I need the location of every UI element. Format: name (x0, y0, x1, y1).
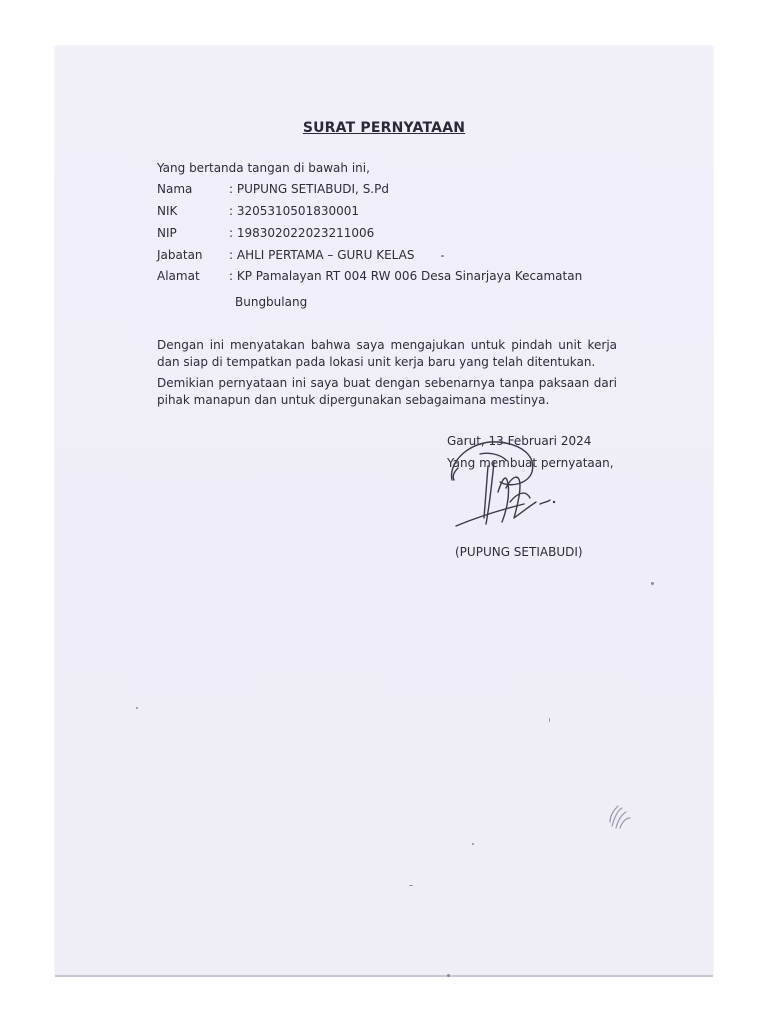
ink-speck (472, 843, 474, 845)
ink-speck (651, 582, 654, 585)
field-label-nik: NIK (157, 204, 178, 218)
field-label-nama: Nama (157, 182, 193, 196)
field-label-alamat: Alamat (157, 269, 200, 283)
paper-smudge (606, 800, 634, 832)
signer-caption: Yang membuat pernyataan, (447, 456, 614, 470)
field-value-jabatan: : AHLI PERTAMA – GURU KELAS (229, 248, 415, 262)
field-value-nama: : PUPUNG SETIABUDI, S.Pd (229, 182, 389, 196)
field-value-alamat: : KP Pamalayan RT 004 RW 006 Desa Sinarjaya Kecamatan (229, 269, 583, 283)
ink-speck (441, 255, 444, 257)
paper-edge (55, 975, 713, 977)
field-label-nip: NIP (157, 226, 177, 240)
statement-paragraph: Dengan ini menyatakan bahwa saya mengajukan untuk pindah unit kerja dan siap di tempatkan pada lokasi unit kerja baru yang telah ditentukan. (157, 338, 617, 369)
field-value-nip: : 198302022023211006 (229, 226, 375, 240)
address-continuation: Bungbulang (235, 295, 308, 309)
ink-speck (447, 974, 450, 977)
ink-speck (409, 885, 413, 886)
intro-line: Yang bertanda tangan di bawah ini, (157, 161, 370, 175)
letter-title: SURAT PERNYATAAN (302, 120, 466, 136)
signer-name: (PUPUNG SETIABUDI) (455, 545, 583, 559)
place-date: Garut, 13 Februari 2024 (447, 434, 592, 448)
handwritten-signature (440, 432, 590, 540)
field-value-nik: : 3205310501830001 (229, 204, 360, 218)
ink-speck (549, 718, 550, 722)
closing-paragraph: Demikian pernyataan ini saya buat dengan sebenarnya tanpa paksaan dari pihak manapun dan untuk dipergunakan sebagaimana mestinya. (157, 376, 617, 407)
field-label-jabatan: Jabatan (157, 248, 203, 262)
ink-speck (136, 707, 138, 709)
